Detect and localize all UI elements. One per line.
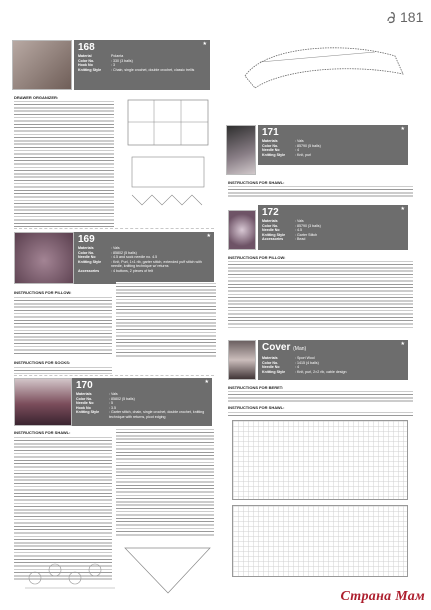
info-value: : 4.5 [295, 228, 302, 233]
info-row [76, 410, 208, 419]
section-number: 171 [262, 127, 279, 138]
drawer-instructions [14, 100, 114, 227]
shawl-170-schematic [120, 538, 215, 596]
shawl-171-instructions [228, 185, 413, 199]
info-rows [78, 246, 210, 274]
pillow-169-title: INSTRUCTIONS FOR PILLOW: [14, 290, 72, 295]
info-value: : 3.5 [109, 405, 116, 410]
info-row [78, 269, 210, 274]
section-number: 170 [76, 380, 93, 391]
info-key: Material [78, 54, 92, 58]
pillow-169-instructions [14, 296, 112, 356]
knit-chart-1 [232, 420, 408, 500]
watermark: Страна Мам [340, 589, 425, 604]
info-box-168 [74, 40, 210, 90]
info-key: Color No. [78, 250, 95, 255]
info-key: Knitting Style [262, 152, 286, 157]
knit-chart-2 [232, 505, 408, 577]
info-key: Color No. [262, 360, 279, 365]
info-rows [78, 54, 206, 72]
section-divider [14, 228, 214, 229]
info-key: Color No. [262, 143, 279, 148]
info-value: : Knit, purl [295, 152, 312, 157]
info-value: : 5 [109, 401, 113, 406]
info-rows [262, 356, 404, 374]
page-number: 181 [400, 9, 424, 25]
info-key: Needle No [262, 365, 280, 370]
info-value: : Bead [295, 237, 306, 242]
section-number: Cover (Man) [262, 342, 307, 353]
info-box-172 [258, 205, 408, 250]
info-rows [262, 139, 404, 157]
info-value: : 85802 (5 balls) [111, 250, 137, 255]
info-rows [262, 219, 404, 242]
info-rows [76, 392, 208, 420]
info-value: : 4 [295, 148, 299, 153]
info-row [78, 260, 210, 269]
info-value: Polanta [111, 54, 124, 58]
drawer-title: DRAWER ORGANIZER: [14, 95, 59, 100]
info-key: Color No. [262, 223, 279, 228]
info-key: Materials [76, 392, 92, 396]
info-key: Accessories [78, 268, 100, 273]
info-key: Materials [78, 246, 94, 250]
info-box-170 [72, 378, 212, 426]
photo-169 [14, 232, 74, 284]
photo-171 [226, 125, 256, 175]
socks-title: INSTRUCTIONS FOR SOCKS: [14, 360, 71, 365]
star-icon: ★ [400, 341, 405, 347]
shawl-170-instructions-2 [116, 428, 214, 536]
info-value: : Chain, single crochet, double crochet, classic trellis [111, 67, 195, 72]
pillow-172-title: INSTRUCTIONS FOR PILLOW: [228, 255, 286, 260]
info-key: Color No. [78, 58, 95, 63]
photo-170 [14, 378, 72, 426]
info-value: : Vals [111, 246, 120, 250]
star-icon: ★ [400, 206, 405, 212]
beret-instructions [228, 390, 413, 402]
info-box-169 [74, 232, 214, 284]
photo-172 [228, 210, 256, 250]
section-number: 168 [78, 42, 95, 53]
photo-168 [12, 40, 72, 90]
info-row [78, 68, 206, 73]
info-box-cover [258, 340, 408, 380]
info-key: Needle No [76, 401, 94, 406]
info-value: : Garter Stitch [295, 232, 318, 237]
info-value: : Knit, Purl, 1×1 rib, garter stitch, extended puff stitch with needle, knitting technique w/ returns [111, 259, 202, 269]
cover-shawl-instructions [228, 411, 413, 417]
shawl-170-title: INSTRUCTIONS FOR SHAWL: [14, 430, 71, 435]
star-icon: ★ [400, 126, 405, 132]
info-key: Color No. [76, 396, 93, 401]
star-icon: ★ [206, 233, 211, 239]
shawl-schematic [225, 26, 415, 96]
info-row [262, 370, 404, 375]
info-value: : Knit, purl, 2×2 rib, cable design [295, 369, 347, 374]
section-number: 169 [78, 234, 95, 245]
info-key: Materials [262, 219, 278, 223]
info-value: : 330 (3 balls) [111, 58, 133, 63]
info-value: : 85802 (5 balls) [109, 396, 135, 401]
info-key: Needle No [262, 148, 280, 153]
info-key: Knitting Style [262, 369, 286, 374]
info-key: Knitting Style [78, 259, 102, 264]
photo-cover [228, 340, 256, 380]
info-key: Hook No [78, 63, 93, 68]
beret-title: INSTRUCTIONS FOR BERET: [228, 385, 284, 390]
info-key: Knitting Style [262, 232, 286, 237]
info-value: : 4 buttons, 2 pieces of felt [111, 268, 153, 273]
info-value: : 85790 (3 balls) [295, 223, 321, 228]
section-divider [14, 375, 214, 376]
section-number: 172 [262, 207, 279, 218]
info-key: Materials [262, 356, 278, 360]
info-key: Knitting Style [76, 410, 100, 415]
info-box-171 [258, 125, 408, 165]
info-key: Needle No [78, 255, 96, 260]
star-icon: ★ [202, 41, 207, 47]
info-value: : 1415 (4 balls) [295, 360, 319, 365]
pillow-169-instructions-2 [116, 282, 216, 357]
info-value: : Vals [109, 392, 118, 396]
shawl-171-title: INSTRUCTIONS FOR SHAWL: [228, 180, 285, 185]
cover-shawl-title: INSTRUCTIONS FOR SHAWL: [228, 405, 285, 410]
info-key: Accessories [262, 237, 284, 242]
pillow-172-instructions [228, 260, 413, 330]
info-value: : Vals [295, 219, 304, 223]
info-row [262, 153, 404, 158]
info-key: Needle No [262, 228, 280, 233]
info-value: : Sport Wool [295, 356, 315, 360]
info-value: : 4.5 and sock needle no. 4.5 [111, 255, 158, 260]
picot-edging-chart [20, 550, 120, 595]
info-key: Hook No [76, 405, 91, 410]
star-icon: ★ [204, 379, 209, 385]
socks-instructions [14, 366, 112, 374]
info-value: : 4 [295, 365, 299, 370]
swan-logo-icon [385, 10, 399, 24]
info-value: : Vals [295, 139, 304, 143]
info-value: : 85790 (5 balls) [295, 143, 321, 148]
info-key: Materials [262, 139, 278, 143]
info-key: Knitting Style [78, 67, 102, 72]
info-value: : 3 [111, 63, 115, 68]
drawer-schematic [118, 95, 218, 220]
info-row [262, 237, 404, 242]
info-value: : Garter stitch, chain, single crochet, double crochet, knitting technique with returns, picot edging [109, 410, 205, 419]
